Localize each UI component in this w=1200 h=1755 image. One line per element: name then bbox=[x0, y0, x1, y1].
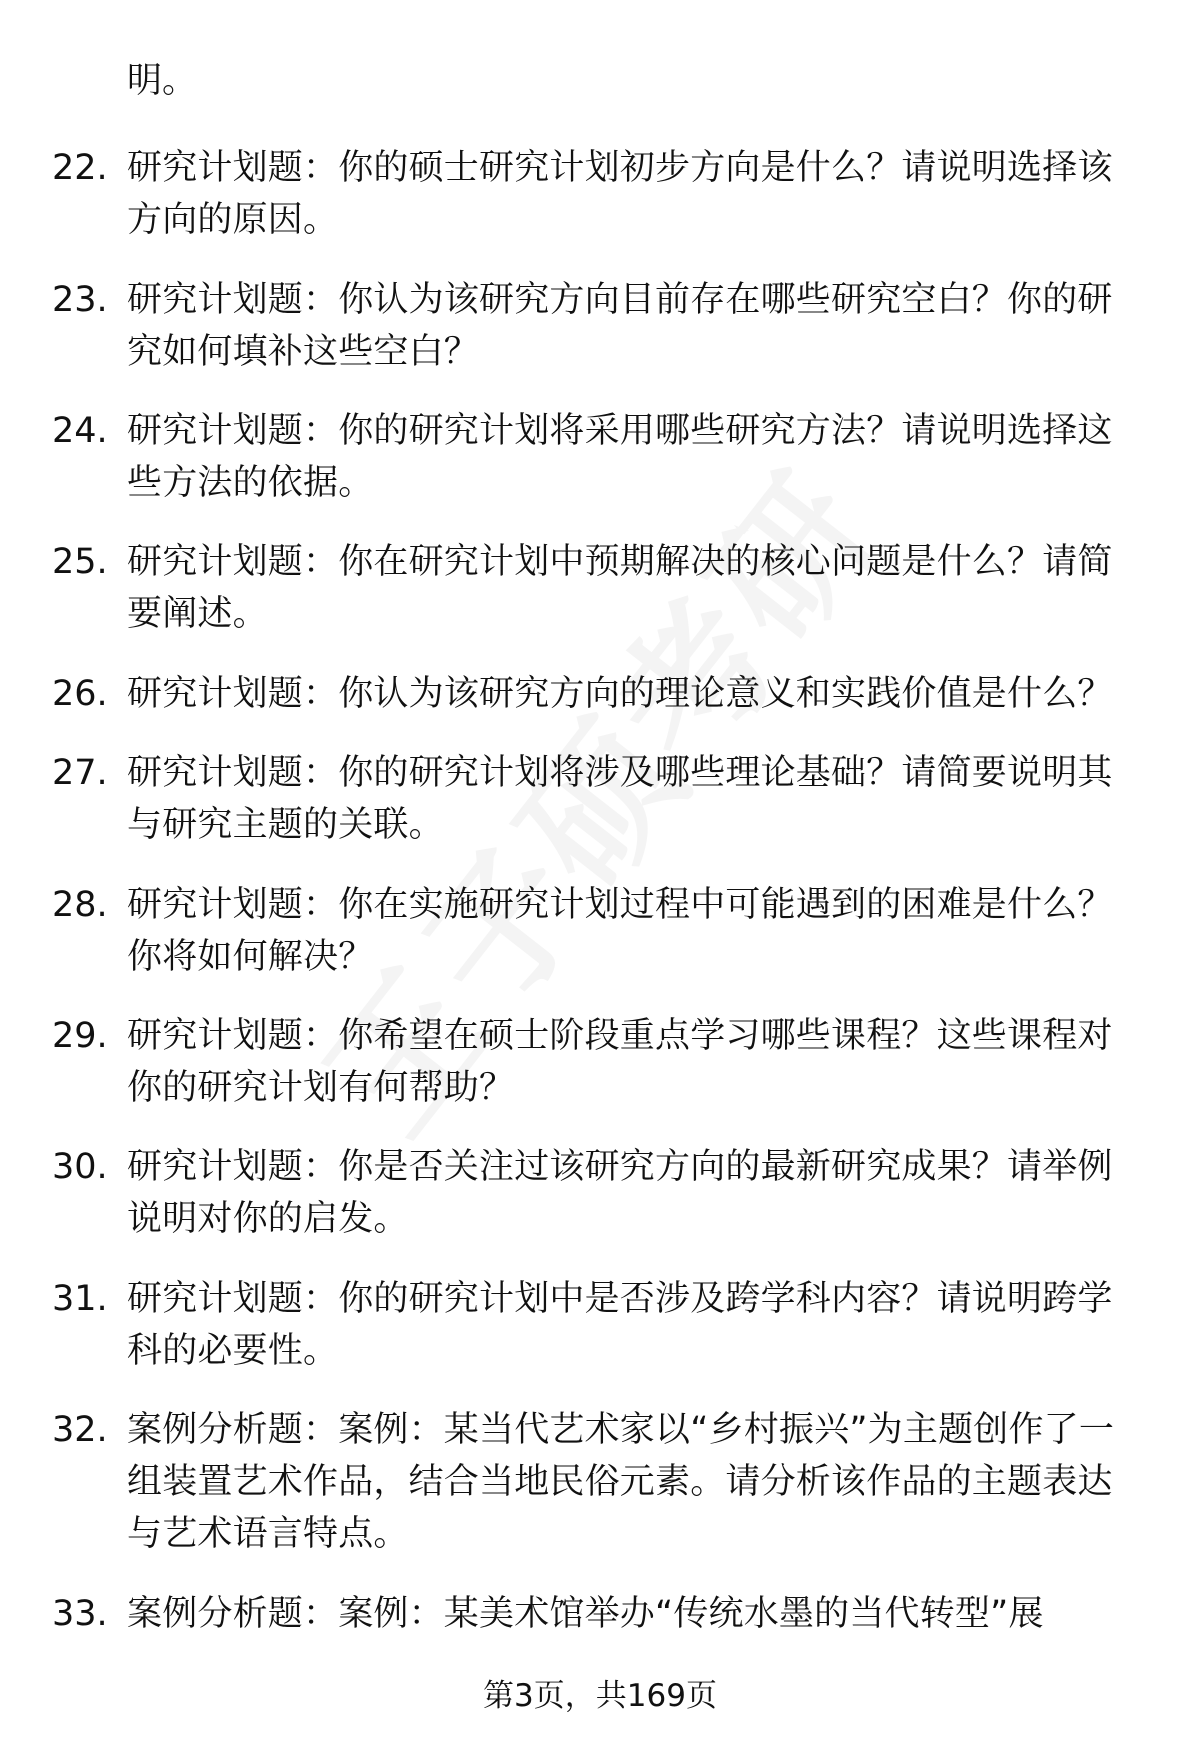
question-number: 31. bbox=[52, 1279, 108, 1319]
question-text: 研究计划题：你希望在硕士阶段重点学习哪些课程？这些课程对你的研究计划有何帮助？ bbox=[127, 1016, 1113, 1108]
question-number: 29. bbox=[52, 1016, 108, 1056]
question-text: 研究计划题：你的研究计划中是否涉及跨学科内容？请说明跨学科的必要性。 bbox=[127, 1279, 1113, 1371]
page-footer: 第3页，共169页 bbox=[483, 1678, 717, 1714]
question-number: 33. bbox=[52, 1594, 108, 1634]
question-number: 25. bbox=[52, 542, 108, 582]
question-text: 研究计划题：你在研究计划中预期解决的核心问题是什么？请简要阐述。 bbox=[127, 542, 1113, 634]
question-text: 案例分析题：案例：某当代艺术家以“乡村振兴”为主题创作了一组装置艺术作品，结合当地民俗元素。请分析该作品的主题表达与艺术语言特点。 bbox=[127, 1410, 1115, 1554]
question-number: 30. bbox=[52, 1147, 108, 1187]
question-number: 22. bbox=[52, 148, 108, 188]
question-text: 研究计划题：你是否关注过该研究方向的最新研究成果？请举例说明对你的启发。 bbox=[127, 1147, 1113, 1239]
question-number: 27. bbox=[52, 753, 108, 793]
question-text: 案例分析题：案例：某美术馆举办“传统水墨的当代转型”展 bbox=[127, 1594, 1044, 1634]
question-text: 研究计划题：你的研究计划将涉及哪些理论基础？请简要说明其与研究主题的关联。 bbox=[127, 753, 1113, 845]
question-text: 研究计划题：你在实施研究计划过程中可能遇到的困难是什么？你将如何解决？ bbox=[127, 885, 1113, 977]
question-number: 24. bbox=[52, 411, 108, 451]
question-text: 研究计划题：你的研究计划将采用哪些研究方法？请说明选择这些方法的依据。 bbox=[127, 411, 1113, 503]
question-number: 28. bbox=[52, 885, 108, 925]
question-text: 研究计划题：你认为该研究方向目前存在哪些研究空白？你的研究如何填补这些空白？ bbox=[127, 280, 1113, 372]
question-number: 26. bbox=[52, 674, 108, 714]
question-number: 23. bbox=[52, 280, 108, 320]
question-text: 研究计划题：你认为该研究方向的理论意义和实践价值是什么？ bbox=[127, 674, 1113, 714]
question-text: 研究计划题：你的硕士研究计划初步方向是什么？请说明选择该方向的原因。 bbox=[127, 148, 1113, 240]
previous-question-continuation: 明。 bbox=[127, 61, 198, 101]
question-number: 32. bbox=[52, 1410, 108, 1450]
